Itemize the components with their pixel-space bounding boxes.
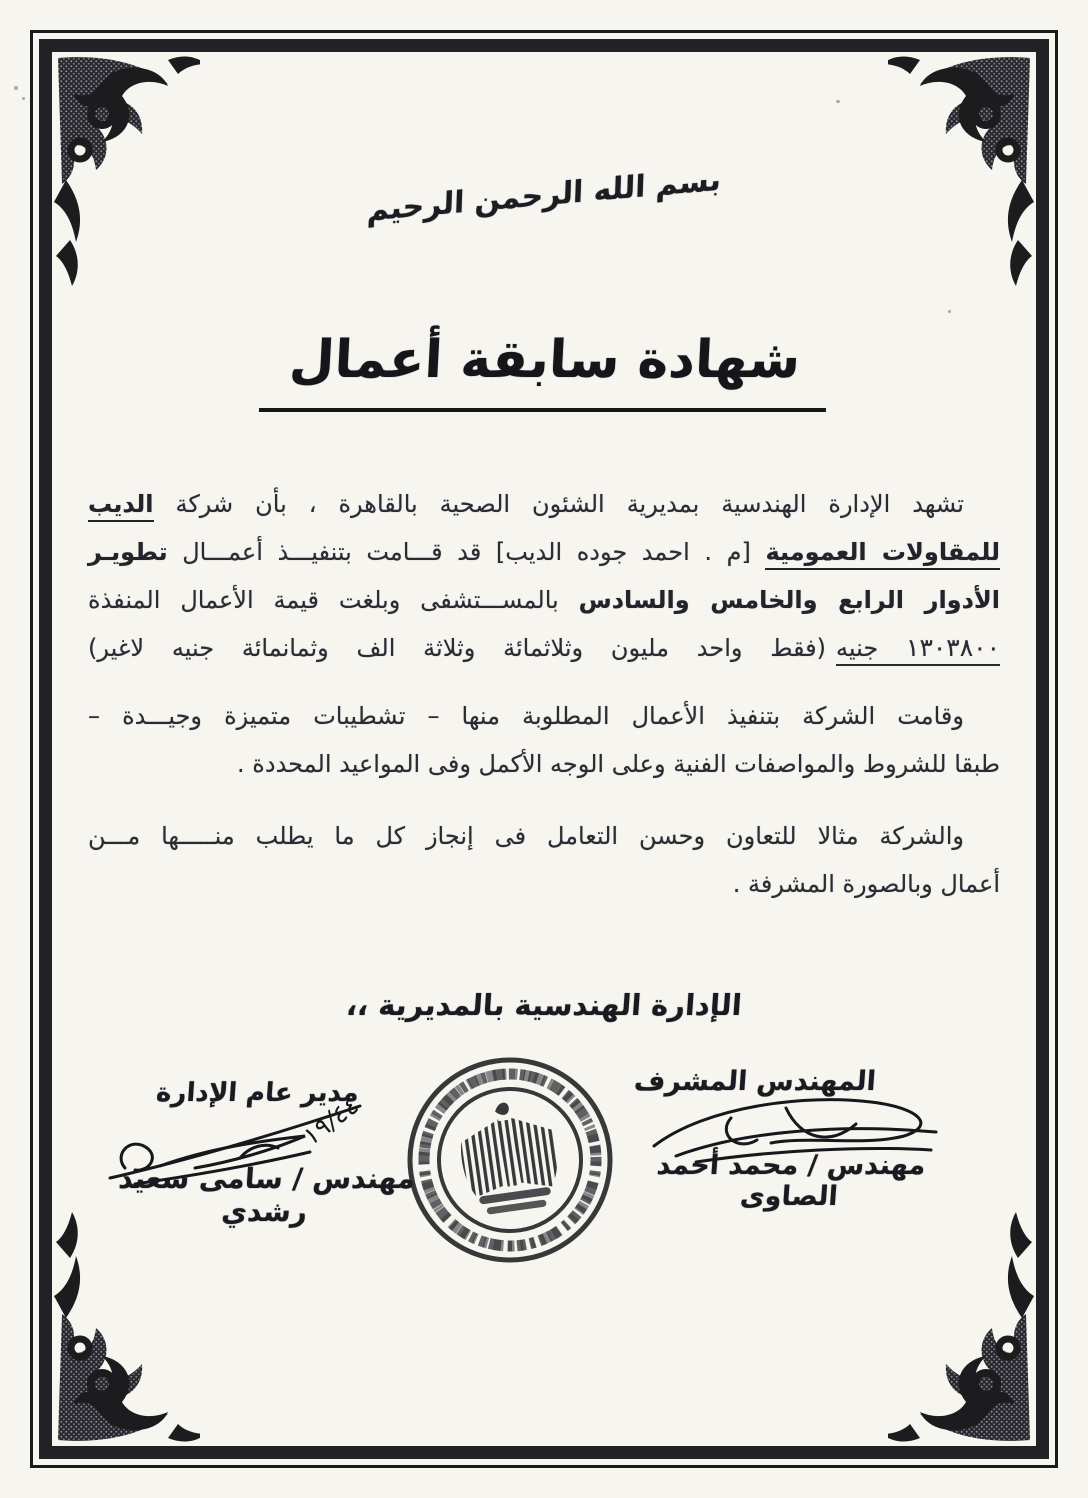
scan-speck: [22, 97, 25, 100]
corner-ornament-icon: [888, 50, 1038, 290]
scan-speck: [948, 310, 951, 313]
director-name: مهندس / سامى سعيد رشدي: [117, 1162, 416, 1228]
document-title: شهادة سابقة أعمال: [259, 330, 830, 412]
supervisor-name: مهندس / محمد أحمد الصاوى: [655, 1150, 927, 1212]
body-text: والشركة مثالا للتعاون وحسن التعامل فى إنجاز كل ما يطلب منـــــها مـــن: [88, 822, 964, 850]
handwritten-number: ١٩/٤٤: [299, 1088, 363, 1153]
body-text: بالمســـتشفى وبلغت قيمة الأعمال المنفذة: [88, 586, 579, 614]
body-line: [88, 624, 1000, 672]
paragraph-1: [88, 480, 1000, 672]
currency-label: جنيه: [836, 634, 879, 662]
body-line: [88, 480, 1000, 528]
body-line: [88, 692, 1000, 740]
works-keyword-bold: تطويـر: [88, 538, 168, 566]
bismillah-calligraphy: بسم الله الرحمن الرحيم: [366, 162, 722, 229]
body-text: [م . احمد جوده الديب] قد قـــامت بتنفيـــذ أعمـــال: [167, 538, 766, 566]
closing-department-line: الإدارة الهندسية بالمديرية ،،: [345, 988, 743, 1022]
supervisor-title: المهندس المشرف: [633, 1066, 877, 1097]
corner-ornament-icon: [888, 1208, 1038, 1448]
scan-speck: [14, 86, 18, 90]
body-line: [88, 528, 1000, 576]
amount-in-words: (فقط واحد مليون وثلاثمائة وثلاثة الف وثمانمائة جنيه لاغير): [88, 634, 827, 662]
contract-amount-underlined: [836, 634, 1000, 666]
title-wrap: [0, 330, 1088, 412]
body-line: [88, 576, 1000, 624]
body-text: أعمال وبالصورة المشرفة .: [732, 870, 1000, 898]
body-text: تشهد الإدارة الهندسية بمديرية الشئون الصحية بالقاهرة ، بأن شركة: [153, 490, 964, 518]
body-text: وقامت الشركة بتنفيذ الأعمال المطلوبة منها – تشطيبات متميزة وجيـــدة –: [88, 702, 964, 730]
body-line: [88, 860, 1000, 908]
director-title: مدير عام الإدارة: [155, 1078, 360, 1108]
scan-speck: [836, 100, 840, 103]
company-type-underlined: للمقاولات العمومية: [765, 538, 1000, 570]
official-seal-eagle-icon: [398, 1048, 622, 1272]
paragraph-3: [88, 812, 1000, 908]
corner-ornament-icon: [50, 50, 200, 290]
paragraph-2: [88, 692, 1000, 788]
amount-digits: ١٣٠٣٨٠٠: [906, 633, 1001, 662]
floors-bold: الأدوار الرابع والخامس والسادس: [578, 586, 1000, 614]
company-name-underlined: الديب: [88, 490, 154, 522]
corner-ornament-icon: [50, 1208, 200, 1448]
body-line: [88, 812, 1000, 860]
body-line: [88, 740, 1000, 788]
body-text: طبقا للشروط والمواصفات الفنية وعلى الوجه الأكمل وفى المواعيد المحددة .: [237, 750, 1000, 778]
